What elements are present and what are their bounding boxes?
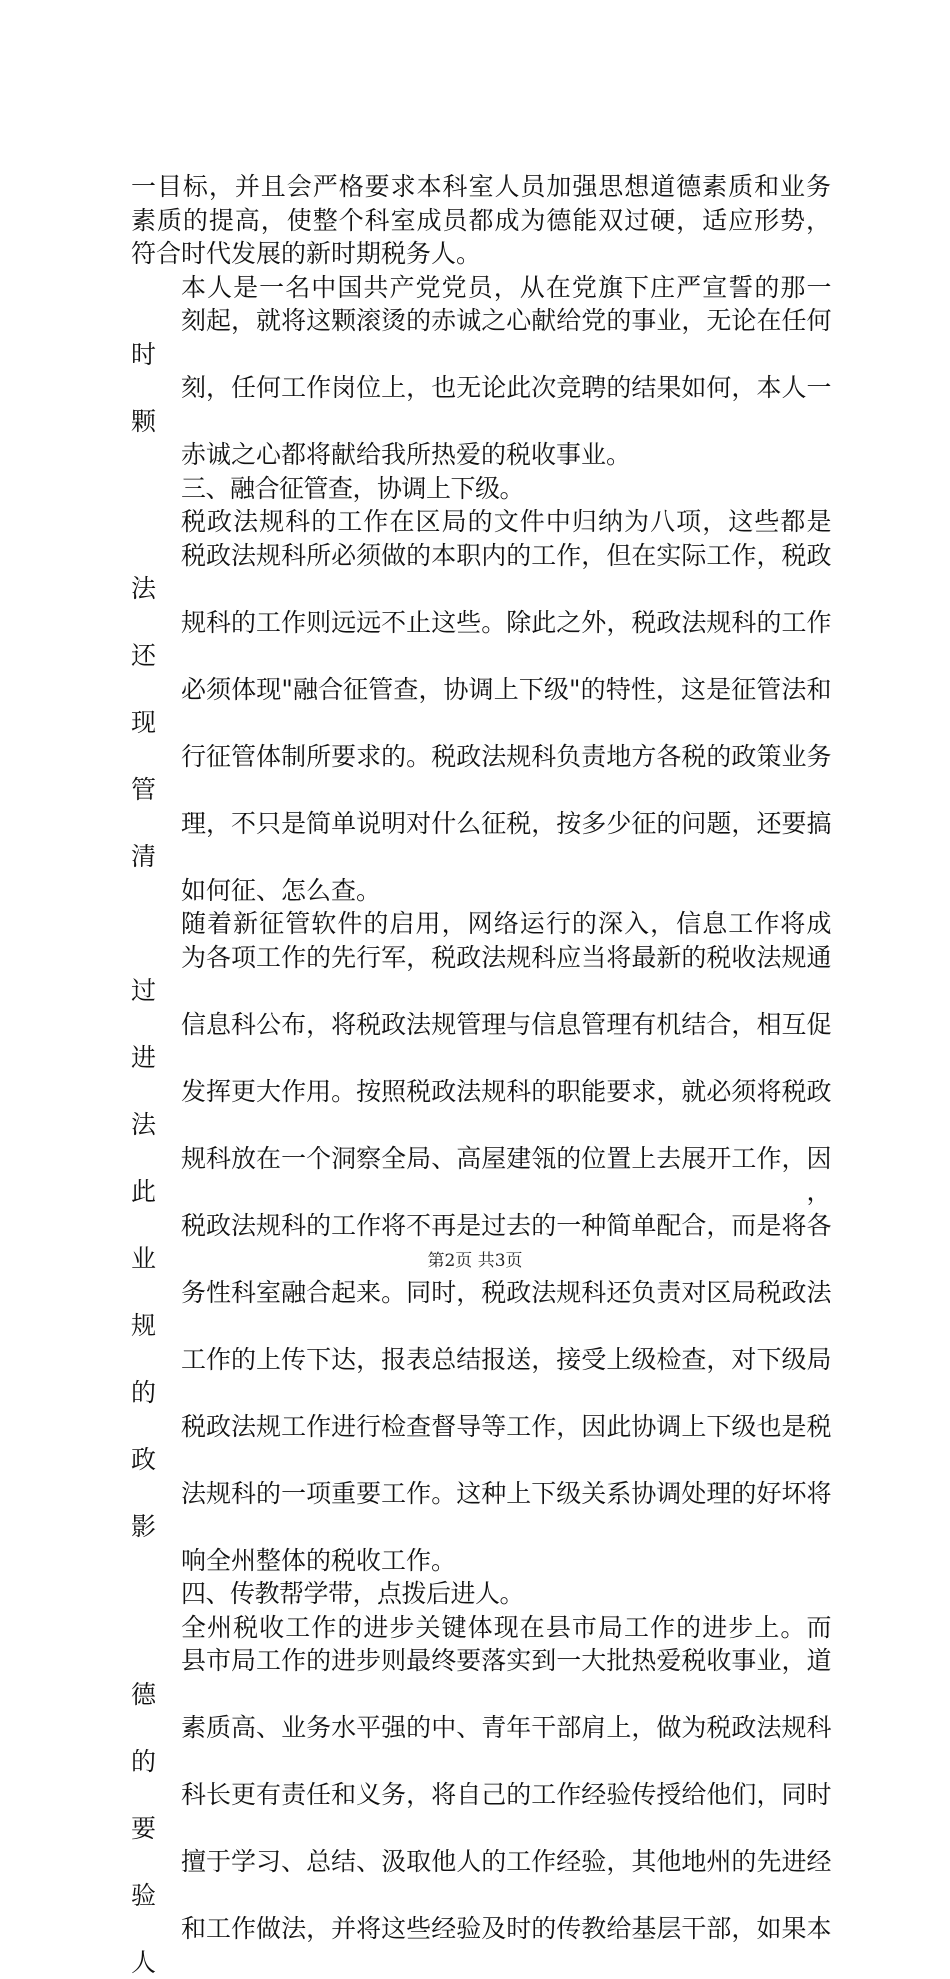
paragraph-line: 税政法规科所必须做的本职内的工作，但在实际工作，税政法 bbox=[131, 539, 831, 606]
paragraph-line: 响全州整体的税收工作。 bbox=[131, 1544, 831, 1578]
paragraph-line: 四、传教帮学带，点拨后进人。 bbox=[131, 1577, 831, 1611]
paragraph-line: 符合时代发展的新时期税务人。 bbox=[131, 237, 831, 271]
paragraph-line: 素质的提高，使整个科室成员都成为德能双过硬，适应形势， bbox=[131, 204, 831, 238]
paragraph-line: 刻起，就将这颗滚烫的赤诚之心献给党的事业，无论在任何时 bbox=[131, 304, 831, 371]
page-footer: 第2页 共3页 bbox=[0, 1246, 950, 1271]
paragraph-p3 bbox=[131, 472, 831, 506]
paragraph-line: 发挥更大作用。按照税政法规科的职能要求，就必须将税政法 bbox=[131, 1075, 831, 1142]
paragraph-line: 全州税收工作的进步关键体现在县市局工作的进步上。而 bbox=[131, 1611, 831, 1645]
paragraph-p5 bbox=[131, 907, 831, 1577]
paragraph-line: 务性科室融合起来。同时，税政法规科还负责对区局税政法规 bbox=[131, 1276, 831, 1343]
paragraph-line: 规科放在一个洞察全局、高屋建瓴的位置上去展开工作，因此， bbox=[131, 1142, 831, 1209]
paragraph-line: 三、融合征管查，协调上下级。 bbox=[131, 472, 831, 506]
paragraph-line: 刻，任何工作岗位上，也无论此次竞聘的结果如何，本人一颗 bbox=[131, 371, 831, 438]
paragraph-line: 法规科的一项重要工作。这种上下级关系协调处理的好坏将影 bbox=[131, 1477, 831, 1544]
paragraph-line: 行征管体制所要求的。税政法规科负责地方各税的政策业务管 bbox=[131, 740, 831, 807]
document-body bbox=[131, 170, 831, 1979]
paragraph-line: 理，不只是简单说明对什么征税，按多少征的问题，还要搞清 bbox=[131, 807, 831, 874]
paragraph-line: 赤诚之心都将献给我所热爱的税收事业。 bbox=[131, 438, 831, 472]
paragraph-line: 随着新征管软件的启用，网络运行的深入，信息工作将成 bbox=[131, 907, 831, 941]
paragraph-p7 bbox=[131, 1611, 831, 1979]
paragraph-line: 税政法规科的工作将不再是过去的一种简单配合，而是将各业 bbox=[131, 1209, 831, 1276]
paragraph-line: 税政法规工作进行检查督导等工作，因此协调上下级也是税政 bbox=[131, 1410, 831, 1477]
paragraph-line: 素质高、业务水平强的中、青年干部肩上，做为税政法规科的 bbox=[131, 1711, 831, 1778]
paragraph-line: 税政法规科的工作在区局的文件中归纳为八项，这些都是 bbox=[131, 505, 831, 539]
paragraph-line: 必须体现"融合征管查，协调上下级"的特性，这是征管法和现 bbox=[131, 673, 831, 740]
paragraph-line: 擅于学习、总结、汲取他人的工作经验，其他地州的先进经验 bbox=[131, 1845, 831, 1912]
paragraph-p1 bbox=[131, 170, 831, 271]
paragraph-line: 县市局工作的进步则最终要落实到一大批热爱税收事业，道德 bbox=[131, 1644, 831, 1711]
paragraph-line: 科长更有责任和义务，将自己的工作经验传授给他们，同时要 bbox=[131, 1778, 831, 1845]
paragraph-line: 如何征、怎么查。 bbox=[131, 874, 831, 908]
paragraph-p6 bbox=[131, 1577, 831, 1611]
paragraph-line: 信息科公布，将税政法规管理与信息管理有机结合，相互促进 bbox=[131, 1008, 831, 1075]
paragraph-line: 为各项工作的先行军，税政法规科应当将最新的税收法规通过 bbox=[131, 941, 831, 1008]
paragraph-line: 工作的上传下达，报表总结报送，接受上级检查，对下级局的 bbox=[131, 1343, 831, 1410]
paragraph-p4 bbox=[131, 505, 831, 907]
paragraph-line: 和工作做法，并将这些经验及时的传教给基层干部，如果本人 bbox=[131, 1912, 831, 1979]
paragraph-line: 规科的工作则远远不止这些。除此之外，税政法规科的工作还 bbox=[131, 606, 831, 673]
paragraph-line: 本人是一名中国共产党党员，从在党旗下庄严宣誓的那一 bbox=[131, 271, 831, 305]
paragraph-p2 bbox=[131, 271, 831, 472]
paragraph-line: 一目标，并且会严格要求本科室人员加强思想道德素质和业务 bbox=[131, 170, 831, 204]
